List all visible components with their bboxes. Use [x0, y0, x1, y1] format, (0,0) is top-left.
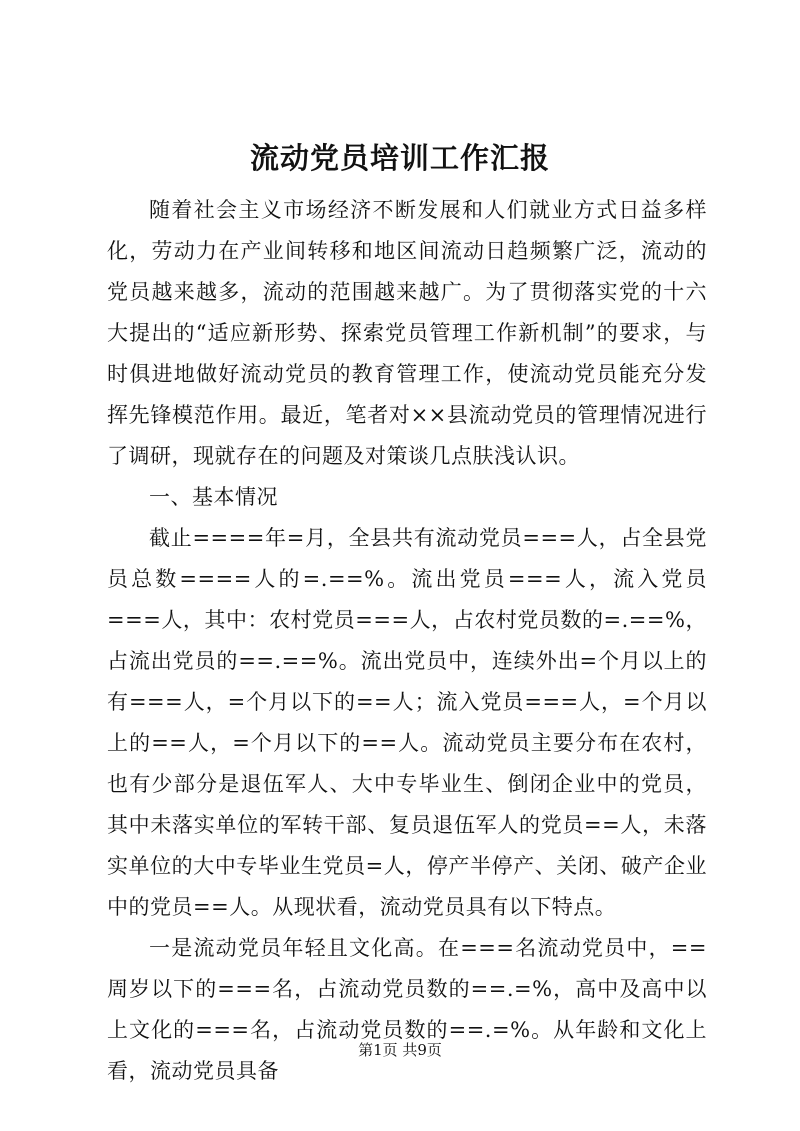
paragraph-feature-one: 一是流动党员年轻且文化高。在===名流动党员中，==周岁以下的===名，占流动党员数的==.=%，高中及高中以上文化的===名，占流动党员数的==.=%。从年龄和文化上看，流动党员具备 — [107, 936, 707, 1083]
paragraph-intro: 随着社会主义市场经济不断发展和人们就业方式日益多样化，劳动力在产业间转移和地区间流动日趋频繁广泛，流动的党员越来越多，流动的范围越来越广。为了贯彻落实党的十六大提出的“适应新形势、探索党员管理工作新机制”的要求，与时俱进地做好流动党员的教育管理工作，使流动党员能充分发挥先锋模范作用。最近，笔者对××县流动党员的管理情况进行了调研，现就存在的问题及对策谈几点肤浅认识。 — [107, 198, 707, 468]
document-body — [107, 190, 707, 1092]
page-footer: 第1页 共9页 — [358, 1041, 442, 1059]
document-title: 流动党员培训工作汇报 — [249, 141, 550, 175]
section-heading-basic-situation: 一、基本情况 — [149, 485, 278, 509]
paragraph-statistics: 截止====年=月，全县共有流动党员===人，占全县党员总数====人的=.==%。流出党员===人，流入党员===人，其中：农村党员===人，占农村党员数的=.==%，占流出党员的==.==%。流出党员中，连续外出=个月以上的有===人，=个月以下的==人；流入党员===人，=个月以上的==人，=个月以下的==人。流动党员主要分布在农村，也有少部分是退伍军人、大中专毕业生、倒闭企业中的党员，其中未落实单位的军转干部、复员退伍军人的党员==人，未落实单位的大中专毕业生党员=人，停产半停产、关闭、破产企业中的党员==人。从现状看，流动党员具有以下特点。 — [107, 526, 707, 919]
